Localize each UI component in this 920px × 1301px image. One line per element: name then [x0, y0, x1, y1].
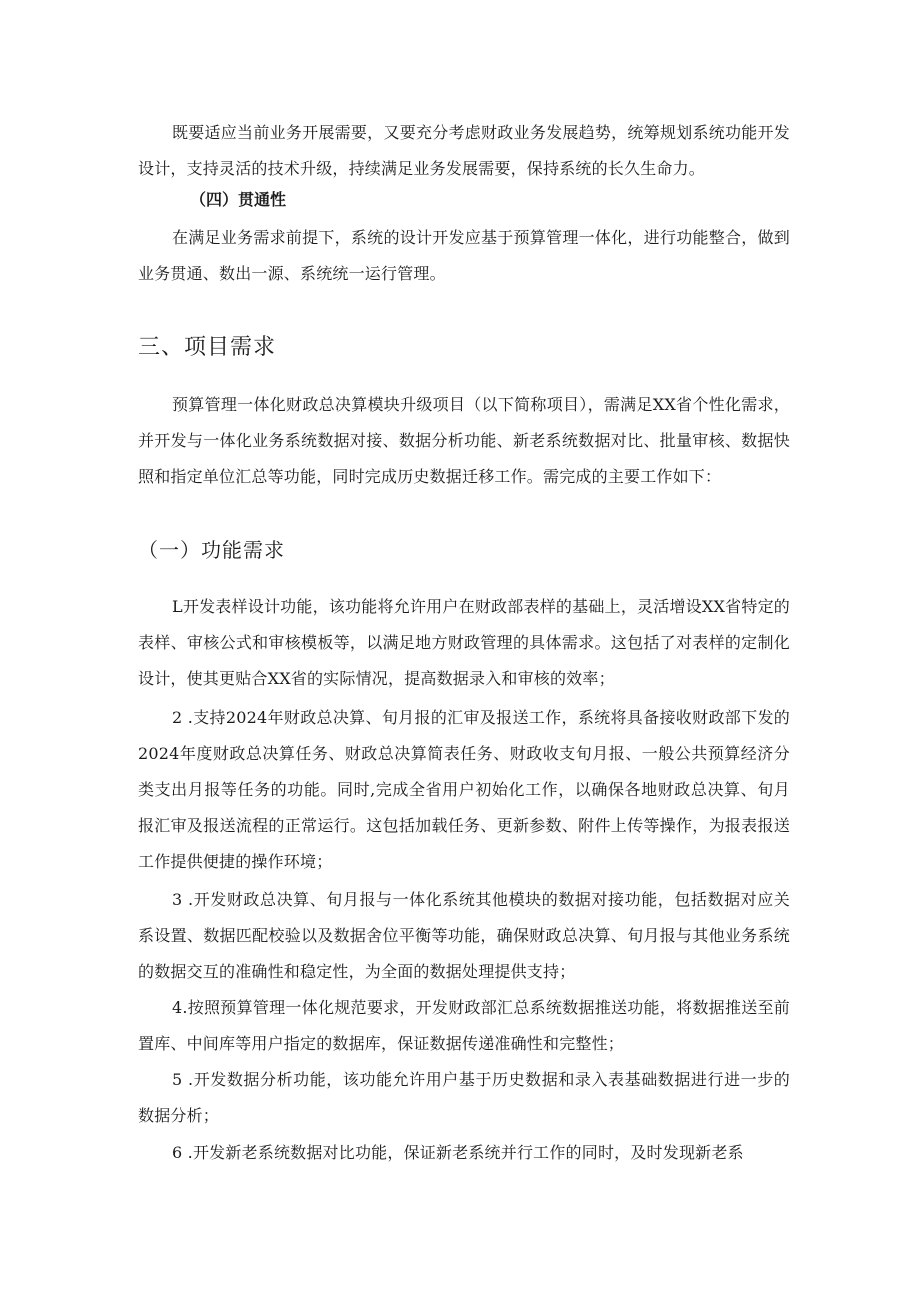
paragraph-project-overview: 预算管理一体化财政总决算模块升级项目（以下简称项目），需满足XX省个性化需求，并开发与一体化业务系统数据对接、数据分析功能、新老系统数据对比、批量审核、数据快照和指定单位汇总等功能，同时完成历史数据迁移工作。需完成的主要工作如下： [138, 395, 790, 486]
section-heading-project-requirements: 三、项目需求 [138, 335, 277, 360]
list-item-1: L开发表样设计功能，该功能将允许用户在财政部表样的基础上，灵活增设XX省特定的表样、审核公式和审核模板等，以满足地方财政管理的具体需求。这包括了对表样的定制化设计，使其更贴合XX省的实际情况，提高数据录入和审核的效率； [138, 597, 790, 688]
paragraph-integration: 在满足业务需求前提下，系统的设计开发应基于预算管理一体化，进行功能整合，做到业务贯通、数出一源、系统统一运行管理。 [138, 228, 790, 283]
subheading-connectivity: （四）贯通性 [190, 190, 287, 209]
paragraph-lifecycle: 既要适应当前业务开展需要，又要充分考虑财政业务发展趋势，统筹规划系统功能开发设计，支持灵活的技术升级，持续满足业务发展需要，保持系统的长久生命力。 [138, 123, 790, 178]
list-item-6: 6 .开发新老系统数据对比功能，保证新老系统并行工作的同时，及时发现新老系 [172, 1143, 744, 1162]
list-item-5: 5 .开发数据分析功能，该功能允许用户基于历史数据和录入表基础数据进行进一步的数据分析； [138, 1070, 790, 1125]
list-item-4: 4.按照预算管理一体化规范要求，开发财政部汇总系统数据推送功能，将数据推送至前置库、中间库等用户指定的数据库，保证数据传递准确性和完整性； [138, 998, 790, 1053]
list-item-2: 2 .支持2024年财政总决算、旬月报的汇审及报送工作，系统将具备接收财政部下发的2024年度财政总决算任务、财政总决算简表任务、财政收支旬月报、一般公共预算经济分类支出月报等任务的功能。同时,完成全省用户初始化工作，以确保各地财政总决算、旬月报汇审及报送流程的正常运行。这包括加载任务、更新参数、附件上传等操作，为报表报送工作提供便捷的操作环境； [138, 708, 790, 871]
list-item-3: 3 .开发财政总决算、旬月报与一体化系统其他模块的数据对接功能，包括数据对应关系设置、数据匹配校验以及数据舍位平衡等功能，确保财政总决算、旬月报与其他业务系统的数据交互的准确性和稳定性，为全面的数据处理提供支持； [138, 890, 790, 981]
subheading-functional-requirements: （一）功能需求 [138, 538, 285, 562]
